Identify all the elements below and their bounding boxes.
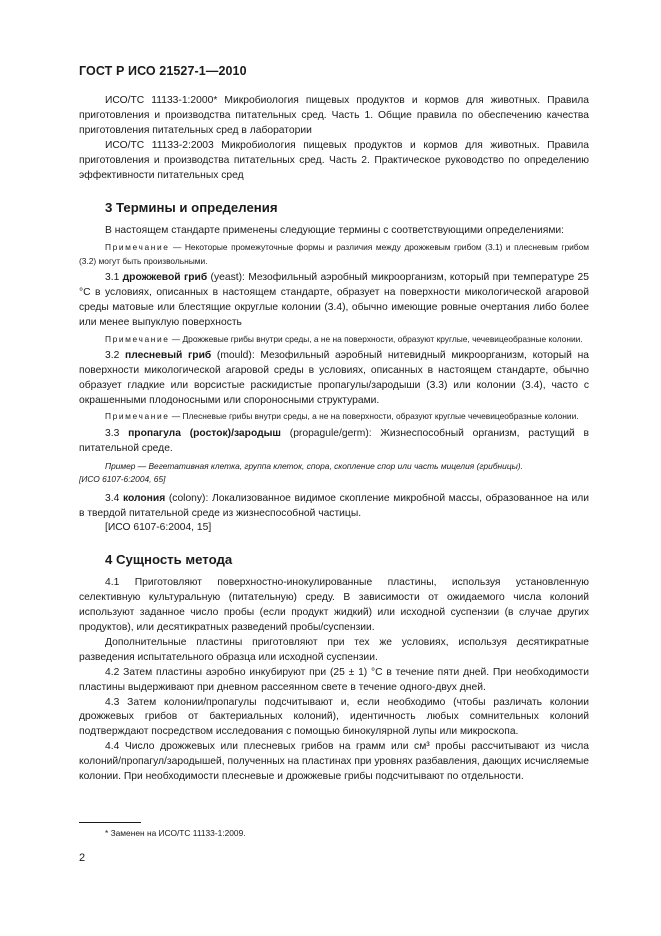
term-definition: (yeast): Мезофильный аэробный микроорганизм, который при температуре 25 °С в условиях, описанных в настоящем стандарте, образует на поверхности микологической агаровой среды матовые или блестящие округлые колонии (3.4), обычно имеющие ровные очертания либо более или менее выпуклую поверхность: [79, 271, 589, 328]
example-3-3: Пример — Вегетативная клетка, группа клеток, спора, скопление спор или часть мицелия (грибницы).: [105, 460, 523, 471]
term-number: 3.1: [105, 271, 123, 283]
note-label: Примечание: [105, 411, 170, 422]
term-name: плесневый гриб: [124, 349, 212, 361]
note-text: — Плесневые грибы внутри среды, а не на поверхности, образуют круглые чечевицеобразные колонии.: [169, 411, 579, 422]
normative-ref-2: ИСО/ТС 11133-2:2003 Микробиология пищевых продуктов и кормов для животных. Правила приготовления и производства питательных сред. Часть 2. Практическое руководство по определению эффективности питательных сред: [79, 139, 589, 181]
term-3-1: [79, 271, 589, 331]
section-3-heading: 3 Термины и определения: [105, 200, 278, 216]
note-3-2: [79, 410, 589, 423]
term-definition: (mould): Мезофильный аэробный нитевидный микроорганизм, который на поверхности микологической агаровой среды в условиях, описанных в настоящем стандарте, обычно образует гладкие или ворсистые раскидистые пропагулы/зародыши (3.3) или колонии (3.4), часто с окрашенными плодоносными или спороносными структурами.: [79, 349, 589, 406]
term-definition: (propagule/germ): Жизнеспособный организм, растущий в питательной среде.: [79, 427, 589, 454]
term-number: 3.4: [105, 492, 123, 504]
note-general: [79, 241, 589, 268]
note-text: — Некоторые промежуточные формы и различия между дрожжевым грибом (3.1) и плесневым грибом (3.2) могут быть произвольными.: [79, 242, 589, 266]
note-3-1: [79, 333, 589, 346]
clause-4-1: 4.1 Приготовляют поверхностно-инокулированные пластины, используя установленную селективную культуральную (питательную) среду. В зависимости от ожидаемого числа колоний используют заданное число пробы (если продукт жидкий) или исходной суспензии (в случае других продуктов), или десятикратных разведений пробы/суспензии.: [79, 577, 589, 634]
term-number: 3.3: [105, 427, 129, 439]
term-name: пропагула (росток)/зародыш: [128, 427, 282, 439]
section-4-heading: 4 Сущность метода: [105, 552, 233, 568]
footnote: * Заменен на ИСО/ТС 11133-1:2009.: [105, 828, 246, 838]
page-content: [79, 94, 589, 785]
term-3-3: [79, 427, 589, 457]
clause-4-3: 4.3 Затем колонии/пропагулы подсчитывают и, если необходимо (чтобы различать колонии дрожжевых грибов от бактериальных колоний), идентичность любых сомнительных колоний подтверждают посредством исследования с помощью бинокулярной лупы или микроскопа.: [79, 696, 589, 738]
clause-4-2: 4.2 Затем пластины аэробно инкубируют при (25 ± 1) °С в течение пяти дней. При необходимости пластины выдерживают при дневном рассеянном свете в течение одного-двух дней.: [79, 666, 589, 693]
term-3-2: [79, 349, 589, 409]
term-name: колония: [122, 492, 166, 504]
example-3-3-source: [ИСО 6107-6:2004, 65]: [79, 473, 166, 484]
normative-ref-1: ИСО/ТС 11133-1:2000* Микробиология пищевых продуктов и кормов для животных. Правила приготовления и производства питательных сред. Часть 1. Общие правила по обеспечению качества приготовления питательных сред в лаборатории: [79, 95, 589, 136]
term-number: 3.2: [105, 349, 125, 361]
term-definition: (colony): Локализованное видимое скопление микробной массы, образованное на или в твердой питательной среде из жизнеспособной частицы.: [79, 492, 589, 519]
note-text: — Дрожжевые грибы внутри среды, а не на поверхности, образуют круглые, чечевицеобразные колонии.: [169, 333, 583, 344]
footnote-divider: [79, 822, 141, 823]
page-number: 2: [79, 852, 86, 864]
clause-4-1-continued: Дополнительные пластины приготовляют при тех же условиях, используя десятикратные разведения испытательного образца или исходной суспензии.: [79, 636, 589, 663]
term-3-4: [79, 492, 589, 522]
clause-4-4: 4.4 Число дрожжевых или плесневых грибов на грамм или см³ пробы рассчитывают из числа колоний/пропагул/зародышей, полученных на пластинах при уровнях разбавления, дающих исчисляемые колонии. При необходимости плесневые и дрожжевые грибы подсчитывают по отдельности.: [79, 741, 589, 783]
note-label: Примечание: [105, 242, 170, 253]
note-label: Примечание: [105, 333, 170, 344]
term-name: дрожжевой гриб: [122, 271, 208, 283]
document-header: ГОСТ Р ИСО 21527-1—2010: [79, 64, 247, 78]
section-3-intro: В настоящем стандарте применены следующие термины с соответствующими определениями:: [105, 225, 565, 237]
term-3-4-source: [ИСО 6107-6:2004, 15]: [105, 522, 212, 534]
